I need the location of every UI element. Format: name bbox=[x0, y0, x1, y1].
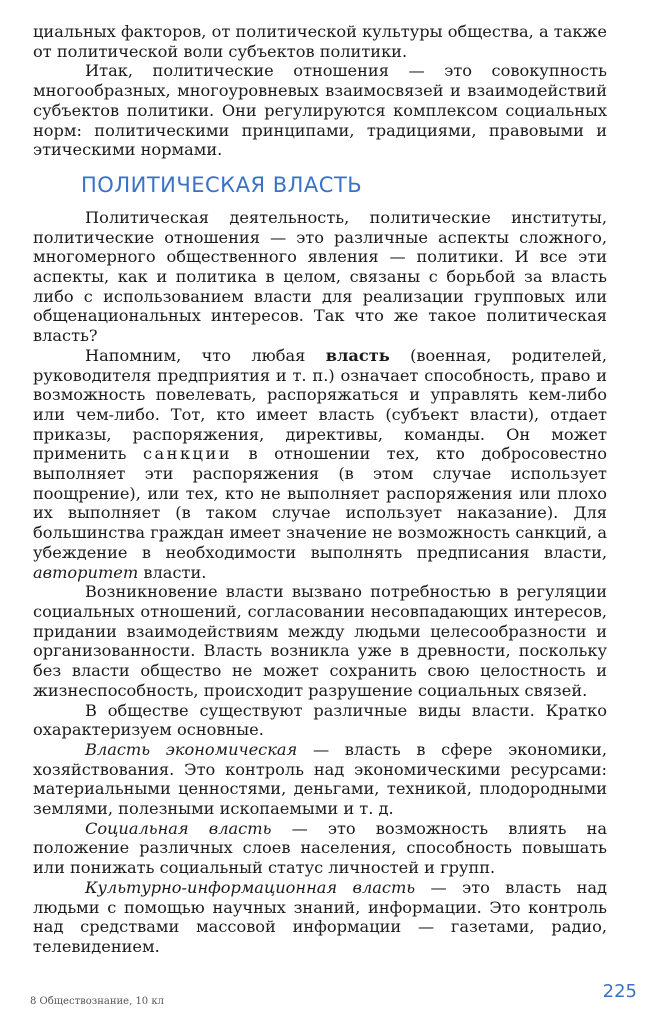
paragraph-cultural-information-power bbox=[33, 878, 607, 957]
paragraph-continued: циальных факторов, от политической культуры общества, а также от политической воли субъектов политики. bbox=[33, 22, 607, 61]
paragraph-power-definition bbox=[33, 346, 607, 582]
spaced-term-sanctions: санкции bbox=[142, 444, 233, 464]
bold-term-power: власть bbox=[325, 345, 390, 365]
paragraph-social-power bbox=[33, 819, 607, 878]
paragraph-power-types-intro: В обществе существуют различные виды власти. Кратко охарактеризуем основные. bbox=[33, 700, 607, 740]
page-body bbox=[33, 22, 607, 957]
italic-term-social-power: Социальная власть bbox=[85, 818, 272, 838]
paragraph-power-origin: Возникновение власти вызвано потребностью в регуляции социальных отношений, согласовании несовпадающих интересов, придании взаимодействиям между людьми целесообразности и организованности. Власть возникла уже в древности, поскольку без власти общество не может сохранить свою целостность и жизнеспособность, происходит разрушение социальных связей. bbox=[33, 582, 607, 700]
section-heading: ПОЛИТИЧЕСКАЯ ВЛАСТЬ bbox=[81, 172, 363, 197]
paragraph-political-relations-summary: Итак, политические отношения — это совокупность многообразных, многоуровневых взаимосвязей и взаимодействий субъектов политики. Они регулируются комплексом социальных норм: политическими принципами, традициями, правовыми и этическими нормами. bbox=[33, 61, 607, 160]
italic-term-authority: авторитет bbox=[33, 562, 139, 582]
footer-book-title: 8 Обществознание, 10 кл bbox=[30, 996, 164, 1007]
page-number: 225 bbox=[602, 981, 637, 1002]
italic-term-cultural-information-power: Культурно-информационная власть bbox=[85, 877, 416, 897]
text-run: в отношении тех, кто добросовестно выполняет эти распоряжения (в этом случае использует поощрение), или тех, кто не выполняет распоряжения или плохо их выполняет (в таком случае использует наказание). Для большинства граждан имеет значение не возможность санкций, а убеждение в необходимости выполнять предписания власти, bbox=[33, 444, 607, 562]
text-run: Напомним, что любая bbox=[85, 345, 306, 365]
text-run: — это власть над людьми с помощью научных знаний, информации. Это контроль над средствами массовой информации — газетами, радио, телевидением. bbox=[33, 877, 607, 956]
text-run: — власть в сфере экономики, хозяйствования. Это контроль над экономическими ресурсами: материальными ценностями, деньгами, техникой, плодородными землями, полезными ископаемыми и т. д. bbox=[33, 739, 607, 819]
text-run: — это возможность влиять на положение различных слоев населения, способность повышать или понижать социальный статус личностей и групп. bbox=[33, 818, 607, 878]
paragraph-political-activity: Политическая деятельность, политические институты, политические отношения — это различные аспекты сложного, многомерного общественного явления — политики. И все эти аспекты, как и политика в целом, связаны с борьбой за власть либо с использованием власти для реализации групповых или общенациональных интересов. Так что же такое политическая власть? bbox=[33, 207, 607, 346]
text-run: власти. bbox=[143, 562, 207, 582]
paragraph-economic-power bbox=[33, 740, 607, 819]
text-run: (военная, родителей, руководителя предприятия и т. п.) означает способность, право и возможность повелевать, распоряжаться и управлять кем-либо или чем-либо. Тот, кто имеет власть (субъект власти), отдает приказы, распоряжения, директивы, команды. Он может применить bbox=[33, 345, 608, 464]
italic-term-economic-power: Власть экономическая bbox=[85, 739, 298, 759]
